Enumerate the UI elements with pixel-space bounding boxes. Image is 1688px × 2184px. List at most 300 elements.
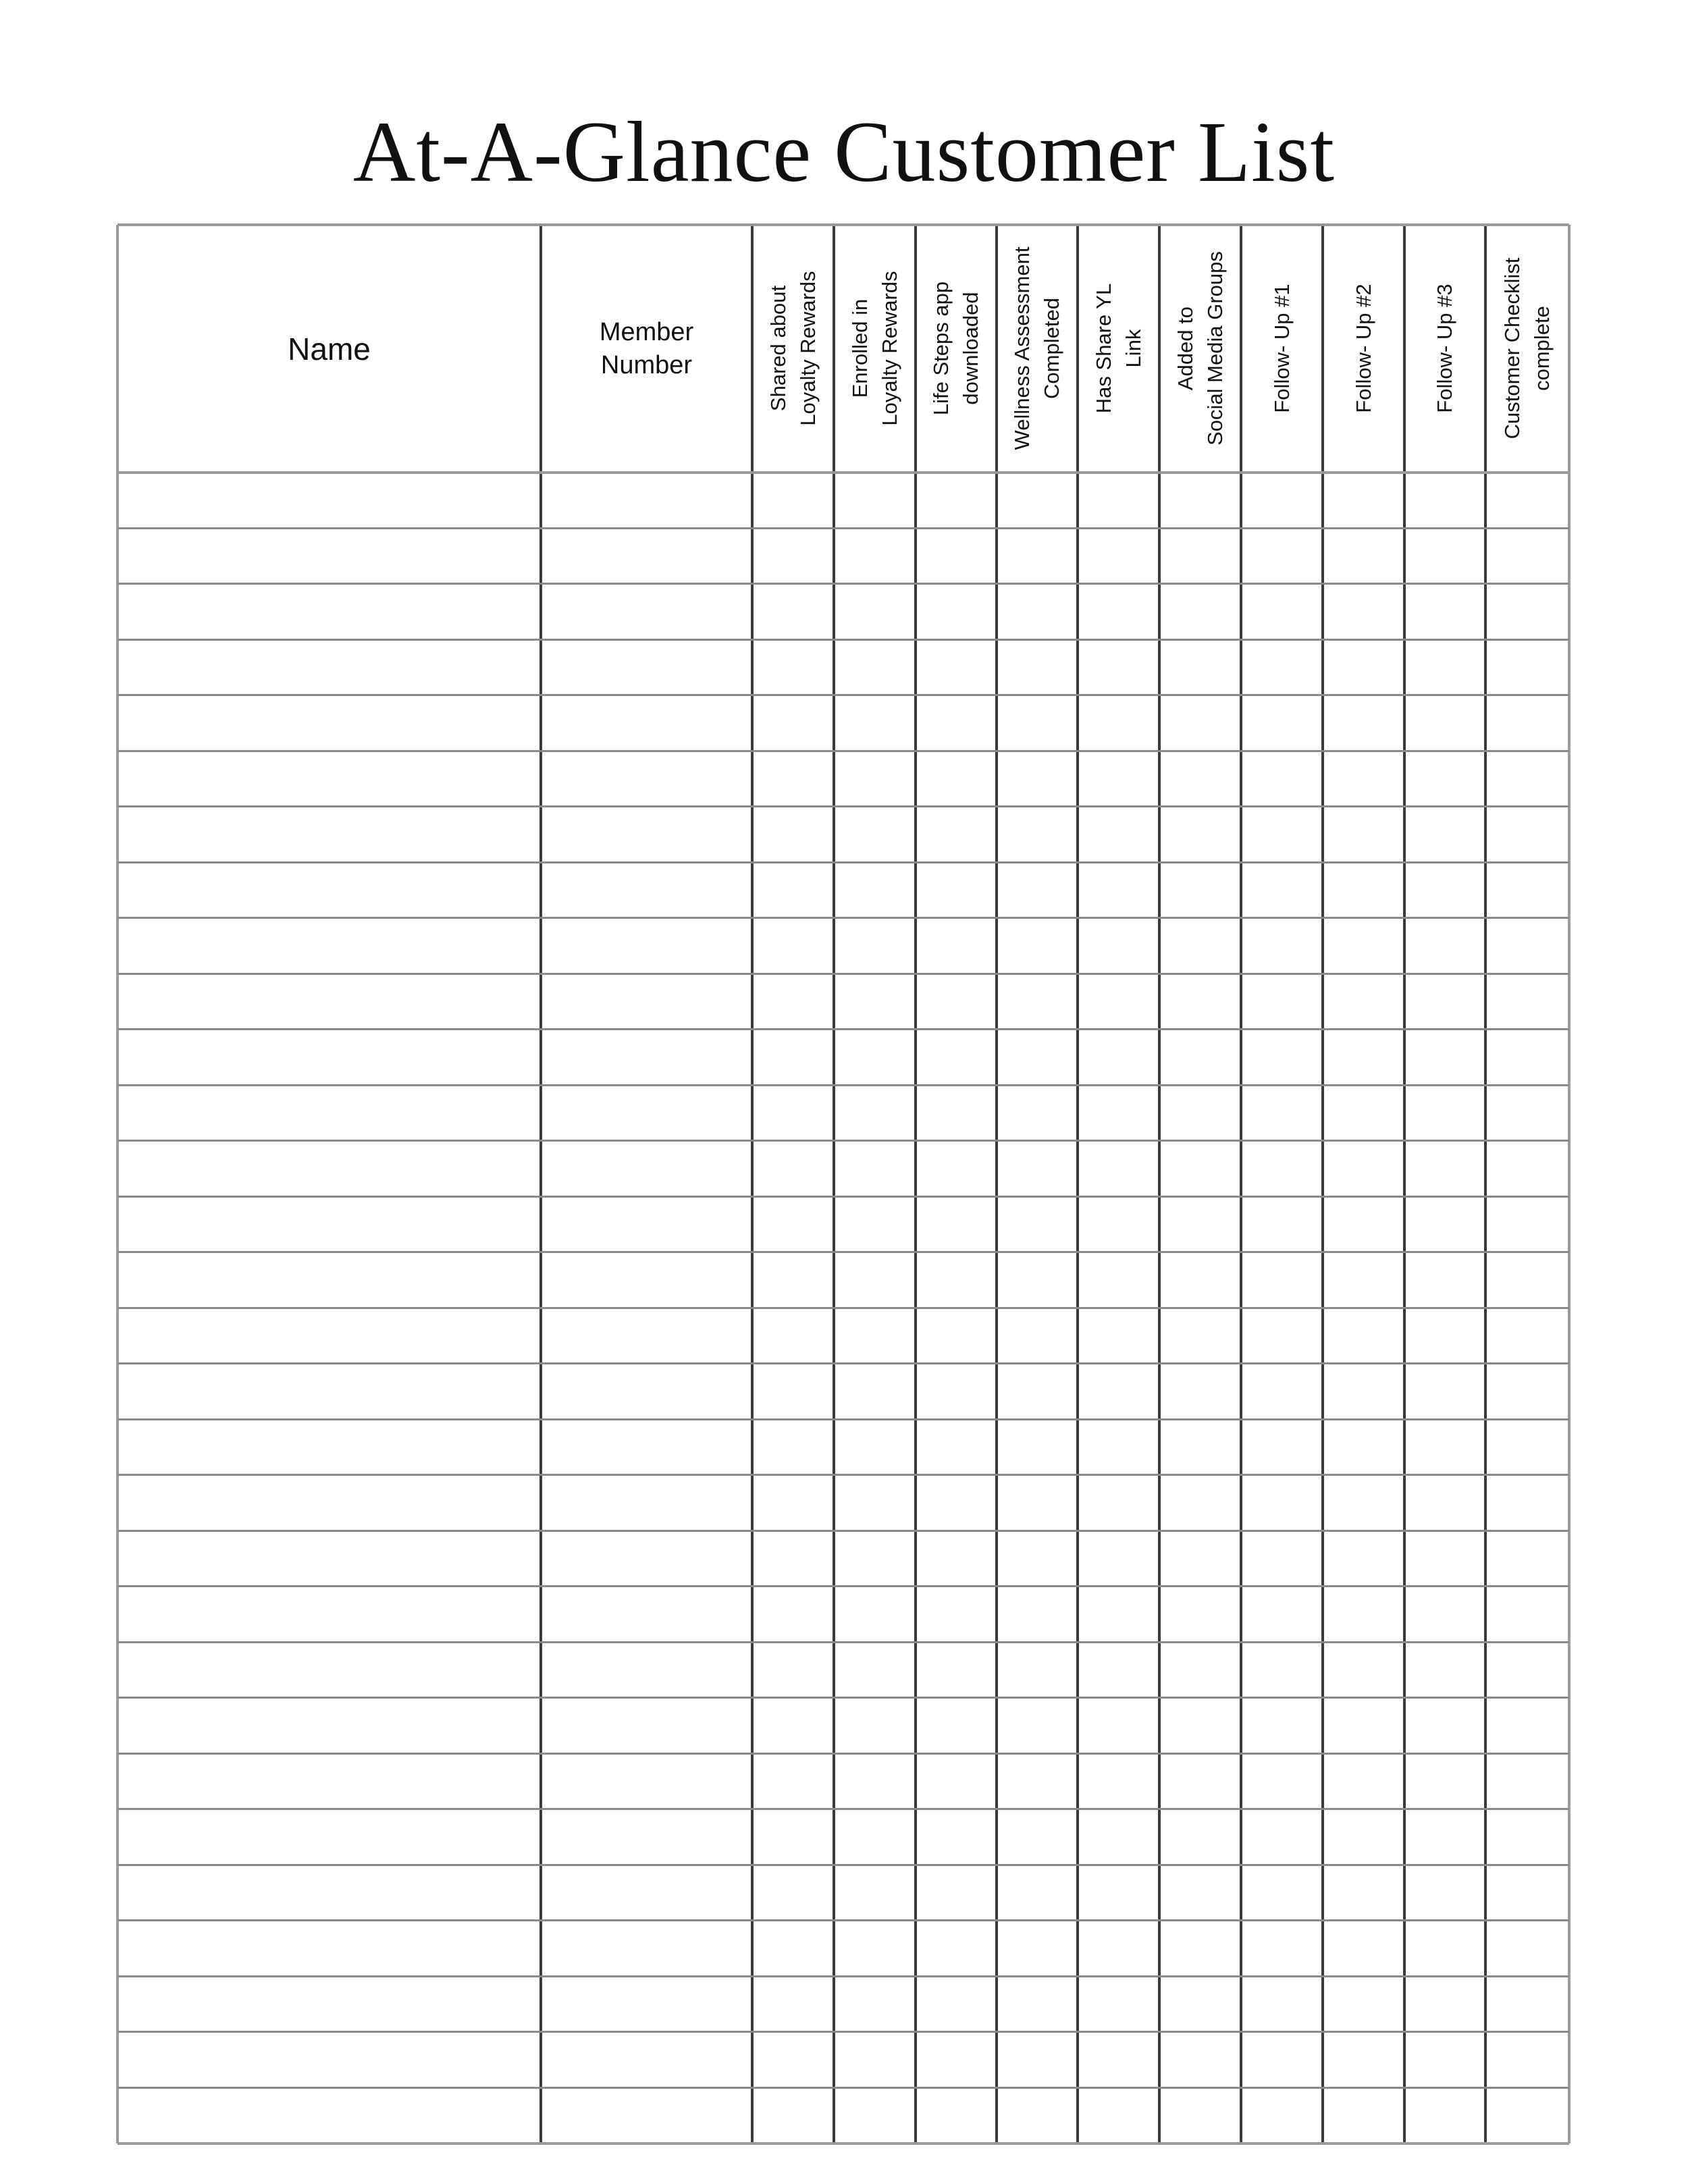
checkbox-cell[interactable]: [1079, 1699, 1158, 1753]
checkbox-cell[interactable]: [835, 1031, 914, 1084]
checkbox-cell[interactable]: [998, 1031, 1076, 1084]
checkbox-cell[interactable]: [835, 1978, 914, 2031]
name-cell[interactable]: [119, 864, 539, 917]
name-cell[interactable]: [119, 1310, 539, 1363]
checkbox-cell[interactable]: [1079, 1254, 1158, 1307]
checkbox-cell[interactable]: [998, 585, 1076, 639]
name-cell[interactable]: [119, 1922, 539, 1975]
checkbox-cell[interactable]: [1079, 1310, 1158, 1363]
checkbox-cell[interactable]: [1242, 1922, 1321, 1975]
name-cell[interactable]: [119, 920, 539, 973]
checkbox-cell[interactable]: [1406, 1588, 1484, 1641]
checkbox-cell[interactable]: [835, 1087, 914, 1140]
checkbox-cell[interactable]: [754, 1811, 833, 1864]
checkbox-cell[interactable]: [1079, 1142, 1158, 1196]
checkbox-cell[interactable]: [1079, 1755, 1158, 1809]
checkbox-cell[interactable]: [1242, 474, 1321, 527]
checkbox-cell[interactable]: [835, 2089, 914, 2143]
checkbox-cell[interactable]: [1324, 808, 1403, 861]
name-cell[interactable]: [119, 474, 539, 527]
checkbox-cell[interactable]: [917, 641, 995, 695]
checkbox-cell[interactable]: [1406, 1142, 1484, 1196]
checkbox-cell[interactable]: [1161, 808, 1240, 861]
checkbox-cell[interactable]: [754, 2033, 833, 2087]
checkbox-cell[interactable]: [1487, 1922, 1568, 1975]
checkbox-cell[interactable]: [1324, 1755, 1403, 1809]
checkbox-cell[interactable]: [1161, 1476, 1240, 1530]
checkbox-cell[interactable]: [754, 1867, 833, 1920]
checkbox-cell[interactable]: [1161, 585, 1240, 639]
name-cell[interactable]: [119, 1755, 539, 1809]
checkbox-cell[interactable]: [1079, 1978, 1158, 2031]
checkbox-cell[interactable]: [1242, 1811, 1321, 1864]
checkbox-cell[interactable]: [1406, 976, 1484, 1029]
checkbox-cell[interactable]: [917, 2089, 995, 2143]
name-cell[interactable]: [119, 641, 539, 695]
checkbox-cell[interactable]: [1406, 1031, 1484, 1084]
checkbox-cell[interactable]: [1079, 530, 1158, 583]
checkbox-cell[interactable]: [1406, 1533, 1484, 1586]
name-cell[interactable]: [119, 1087, 539, 1140]
checkbox-cell[interactable]: [1406, 1310, 1484, 1363]
checkbox-cell[interactable]: [998, 1644, 1076, 1697]
checkbox-cell[interactable]: [1161, 474, 1240, 527]
checkbox-cell[interactable]: [1161, 1867, 1240, 1920]
checkbox-cell[interactable]: [1079, 976, 1158, 1029]
checkbox-cell[interactable]: [1487, 1421, 1568, 1474]
checkbox-cell[interactable]: [754, 697, 833, 750]
member-number-cell[interactable]: [542, 1922, 751, 1975]
checkbox-cell[interactable]: [998, 1811, 1076, 1864]
checkbox-cell[interactable]: [1406, 530, 1484, 583]
checkbox-cell[interactable]: [917, 1755, 995, 1809]
name-cell[interactable]: [119, 1811, 539, 1864]
checkbox-cell[interactable]: [917, 1922, 995, 1975]
checkbox-cell[interactable]: [1487, 2089, 1568, 2143]
checkbox-cell[interactable]: [1406, 2089, 1484, 2143]
checkbox-cell[interactable]: [1161, 1310, 1240, 1363]
member-number-cell[interactable]: [542, 1421, 751, 1474]
checkbox-cell[interactable]: [1487, 1031, 1568, 1084]
member-number-cell[interactable]: [542, 1310, 751, 1363]
checkbox-cell[interactable]: [1242, 1421, 1321, 1474]
checkbox-cell[interactable]: [1406, 641, 1484, 695]
name-cell[interactable]: [119, 1533, 539, 1586]
checkbox-cell[interactable]: [835, 976, 914, 1029]
checkbox-cell[interactable]: [998, 641, 1076, 695]
checkbox-cell[interactable]: [917, 976, 995, 1029]
member-number-cell[interactable]: [542, 1142, 751, 1196]
checkbox-cell[interactable]: [1079, 1087, 1158, 1140]
checkbox-cell[interactable]: [1242, 2033, 1321, 2087]
checkbox-cell[interactable]: [1242, 753, 1321, 806]
checkbox-cell[interactable]: [1324, 1087, 1403, 1140]
checkbox-cell[interactable]: [998, 1476, 1076, 1530]
checkbox-cell[interactable]: [754, 641, 833, 695]
name-cell[interactable]: [119, 1588, 539, 1641]
checkbox-cell[interactable]: [1487, 1644, 1568, 1697]
checkbox-cell[interactable]: [998, 1198, 1076, 1252]
member-number-cell[interactable]: [542, 585, 751, 639]
checkbox-cell[interactable]: [1487, 1533, 1568, 1586]
member-number-cell[interactable]: [542, 1978, 751, 2031]
checkbox-cell[interactable]: [835, 2033, 914, 2087]
name-cell[interactable]: [119, 530, 539, 583]
checkbox-cell[interactable]: [917, 920, 995, 973]
checkbox-cell[interactable]: [754, 864, 833, 917]
checkbox-cell[interactable]: [1161, 864, 1240, 917]
checkbox-cell[interactable]: [835, 1867, 914, 1920]
checkbox-cell[interactable]: [1242, 1310, 1321, 1363]
checkbox-cell[interactable]: [1079, 753, 1158, 806]
checkbox-cell[interactable]: [1406, 1699, 1484, 1753]
checkbox-cell[interactable]: [1242, 1254, 1321, 1307]
checkbox-cell[interactable]: [1487, 1811, 1568, 1864]
checkbox-cell[interactable]: [1079, 1644, 1158, 1697]
checkbox-cell[interactable]: [1079, 1811, 1158, 1864]
checkbox-cell[interactable]: [835, 864, 914, 917]
checkbox-cell[interactable]: [1161, 1588, 1240, 1641]
checkbox-cell[interactable]: [917, 1699, 995, 1753]
checkbox-cell[interactable]: [1079, 1031, 1158, 1084]
checkbox-cell[interactable]: [1324, 1922, 1403, 1975]
checkbox-cell[interactable]: [1161, 753, 1240, 806]
checkbox-cell[interactable]: [1406, 474, 1484, 527]
checkbox-cell[interactable]: [917, 1310, 995, 1363]
checkbox-cell[interactable]: [1406, 1421, 1484, 1474]
checkbox-cell[interactable]: [754, 1421, 833, 1474]
checkbox-cell[interactable]: [1161, 641, 1240, 695]
checkbox-cell[interactable]: [1079, 808, 1158, 861]
checkbox-cell[interactable]: [754, 1310, 833, 1363]
checkbox-cell[interactable]: [835, 1533, 914, 1586]
checkbox-cell[interactable]: [1406, 697, 1484, 750]
checkbox-cell[interactable]: [917, 1198, 995, 1252]
checkbox-cell[interactable]: [998, 1087, 1076, 1140]
member-number-cell[interactable]: [542, 474, 751, 527]
checkbox-cell[interactable]: [1406, 1867, 1484, 1920]
checkbox-cell[interactable]: [1406, 1922, 1484, 1975]
checkbox-cell[interactable]: [1161, 1421, 1240, 1474]
member-number-cell[interactable]: [542, 530, 751, 583]
checkbox-cell[interactable]: [1161, 920, 1240, 973]
checkbox-cell[interactable]: [1079, 585, 1158, 639]
checkbox-cell[interactable]: [1242, 641, 1321, 695]
checkbox-cell[interactable]: [835, 1198, 914, 1252]
checkbox-cell[interactable]: [1324, 1533, 1403, 1586]
checkbox-cell[interactable]: [998, 864, 1076, 917]
checkbox-cell[interactable]: [1406, 808, 1484, 861]
name-cell[interactable]: [119, 2089, 539, 2143]
checkbox-cell[interactable]: [1242, 920, 1321, 973]
checkbox-cell[interactable]: [835, 1588, 914, 1641]
checkbox-cell[interactable]: [1487, 697, 1568, 750]
checkbox-cell[interactable]: [1406, 864, 1484, 917]
checkbox-cell[interactable]: [1161, 1811, 1240, 1864]
checkbox-cell[interactable]: [917, 864, 995, 917]
checkbox-cell[interactable]: [1324, 1811, 1403, 1864]
member-number-cell[interactable]: [542, 808, 751, 861]
checkbox-cell[interactable]: [1324, 976, 1403, 1029]
checkbox-cell[interactable]: [1161, 1254, 1240, 1307]
name-cell[interactable]: [119, 753, 539, 806]
checkbox-cell[interactable]: [1487, 1198, 1568, 1252]
member-number-cell[interactable]: [542, 1699, 751, 1753]
checkbox-cell[interactable]: [917, 2033, 995, 2087]
checkbox-cell[interactable]: [1487, 1588, 1568, 1641]
checkbox-cell[interactable]: [1079, 864, 1158, 917]
checkbox-cell[interactable]: [1242, 1699, 1321, 1753]
checkbox-cell[interactable]: [917, 1031, 995, 1084]
checkbox-cell[interactable]: [1242, 976, 1321, 1029]
checkbox-cell[interactable]: [1324, 585, 1403, 639]
checkbox-cell[interactable]: [1079, 2033, 1158, 2087]
checkbox-cell[interactable]: [835, 920, 914, 973]
checkbox-cell[interactable]: [998, 1922, 1076, 1975]
checkbox-cell[interactable]: [754, 585, 833, 639]
checkbox-cell[interactable]: [754, 753, 833, 806]
checkbox-cell[interactable]: [1487, 641, 1568, 695]
name-cell[interactable]: [119, 1978, 539, 2031]
checkbox-cell[interactable]: [1161, 2089, 1240, 2143]
checkbox-cell[interactable]: [835, 1922, 914, 1975]
checkbox-cell[interactable]: [1406, 1811, 1484, 1864]
name-cell[interactable]: [119, 808, 539, 861]
checkbox-cell[interactable]: [998, 1755, 1076, 1809]
checkbox-cell[interactable]: [1242, 1031, 1321, 1084]
checkbox-cell[interactable]: [1324, 2033, 1403, 2087]
member-number-cell[interactable]: [542, 1755, 751, 1809]
checkbox-cell[interactable]: [998, 474, 1076, 527]
checkbox-cell[interactable]: [1487, 864, 1568, 917]
checkbox-cell[interactable]: [1324, 1699, 1403, 1753]
member-number-cell[interactable]: [542, 1867, 751, 1920]
checkbox-cell[interactable]: [1406, 1087, 1484, 1140]
checkbox-cell[interactable]: [1324, 920, 1403, 973]
checkbox-cell[interactable]: [917, 1421, 995, 1474]
checkbox-cell[interactable]: [917, 474, 995, 527]
checkbox-cell[interactable]: [754, 1755, 833, 1809]
name-cell[interactable]: [119, 976, 539, 1029]
checkbox-cell[interactable]: [1242, 697, 1321, 750]
checkbox-cell[interactable]: [998, 697, 1076, 750]
checkbox-cell[interactable]: [1161, 530, 1240, 583]
checkbox-cell[interactable]: [835, 474, 914, 527]
checkbox-cell[interactable]: [1161, 1198, 1240, 1252]
name-cell[interactable]: [119, 1644, 539, 1697]
checkbox-cell[interactable]: [1161, 1087, 1240, 1140]
checkbox-cell[interactable]: [998, 1254, 1076, 1307]
checkbox-cell[interactable]: [754, 1922, 833, 1975]
checkbox-cell[interactable]: [1079, 1476, 1158, 1530]
checkbox-cell[interactable]: [754, 1254, 833, 1307]
checkbox-cell[interactable]: [917, 1811, 995, 1864]
checkbox-cell[interactable]: [1242, 1978, 1321, 2031]
checkbox-cell[interactable]: [1324, 530, 1403, 583]
checkbox-cell[interactable]: [1324, 641, 1403, 695]
member-number-cell[interactable]: [542, 976, 751, 1029]
checkbox-cell[interactable]: [835, 753, 914, 806]
checkbox-cell[interactable]: [1487, 585, 1568, 639]
checkbox-cell[interactable]: [1324, 1867, 1403, 1920]
checkbox-cell[interactable]: [1242, 1198, 1321, 1252]
checkbox-cell[interactable]: [1324, 1978, 1403, 2031]
checkbox-cell[interactable]: [917, 1978, 995, 2031]
checkbox-cell[interactable]: [835, 1699, 914, 1753]
checkbox-cell[interactable]: [754, 1588, 833, 1641]
checkbox-cell[interactable]: [917, 808, 995, 861]
checkbox-cell[interactable]: [1487, 1476, 1568, 1530]
checkbox-cell[interactable]: [1487, 1978, 1568, 2031]
member-number-cell[interactable]: [542, 1533, 751, 1586]
checkbox-cell[interactable]: [754, 2089, 833, 2143]
checkbox-cell[interactable]: [1242, 1365, 1321, 1418]
checkbox-cell[interactable]: [754, 1198, 833, 1252]
checkbox-cell[interactable]: [754, 1365, 833, 1418]
checkbox-cell[interactable]: [1242, 864, 1321, 917]
checkbox-cell[interactable]: [1406, 1644, 1484, 1697]
member-number-cell[interactable]: [542, 920, 751, 973]
checkbox-cell[interactable]: [754, 1978, 833, 2031]
checkbox-cell[interactable]: [1324, 2089, 1403, 2143]
checkbox-cell[interactable]: [1161, 976, 1240, 1029]
name-cell[interactable]: [119, 2033, 539, 2087]
member-number-cell[interactable]: [542, 697, 751, 750]
checkbox-cell[interactable]: [917, 1142, 995, 1196]
member-number-cell[interactable]: [542, 1087, 751, 1140]
checkbox-cell[interactable]: [1161, 2033, 1240, 2087]
checkbox-cell[interactable]: [1487, 808, 1568, 861]
checkbox-cell[interactable]: [1079, 1198, 1158, 1252]
name-cell[interactable]: [119, 1421, 539, 1474]
name-cell[interactable]: [119, 585, 539, 639]
checkbox-cell[interactable]: [1487, 530, 1568, 583]
checkbox-cell[interactable]: [1242, 1087, 1321, 1140]
checkbox-cell[interactable]: [1324, 1310, 1403, 1363]
checkbox-cell[interactable]: [1161, 1142, 1240, 1196]
checkbox-cell[interactable]: [1487, 1142, 1568, 1196]
checkbox-cell[interactable]: [1487, 1699, 1568, 1753]
member-number-cell[interactable]: [542, 1254, 751, 1307]
checkbox-cell[interactable]: [1324, 697, 1403, 750]
checkbox-cell[interactable]: [1487, 2033, 1568, 2087]
checkbox-cell[interactable]: [1324, 1142, 1403, 1196]
checkbox-cell[interactable]: [1161, 1978, 1240, 2031]
checkbox-cell[interactable]: [754, 1142, 833, 1196]
checkbox-cell[interactable]: [1487, 753, 1568, 806]
checkbox-cell[interactable]: [754, 1644, 833, 1697]
checkbox-cell[interactable]: [835, 697, 914, 750]
checkbox-cell[interactable]: [754, 808, 833, 861]
checkbox-cell[interactable]: [998, 753, 1076, 806]
checkbox-cell[interactable]: [998, 2089, 1076, 2143]
name-cell[interactable]: [119, 1867, 539, 1920]
checkbox-cell[interactable]: [917, 753, 995, 806]
name-cell[interactable]: [119, 1699, 539, 1753]
checkbox-cell[interactable]: [835, 530, 914, 583]
checkbox-cell[interactable]: [998, 530, 1076, 583]
checkbox-cell[interactable]: [917, 697, 995, 750]
checkbox-cell[interactable]: [1161, 1922, 1240, 1975]
name-cell[interactable]: [119, 1142, 539, 1196]
checkbox-cell[interactable]: [998, 1588, 1076, 1641]
checkbox-cell[interactable]: [1324, 1031, 1403, 1084]
checkbox-cell[interactable]: [1079, 1867, 1158, 1920]
checkbox-cell[interactable]: [917, 1365, 995, 1418]
checkbox-cell[interactable]: [835, 1421, 914, 1474]
checkbox-cell[interactable]: [1242, 1644, 1321, 1697]
checkbox-cell[interactable]: [1161, 697, 1240, 750]
checkbox-cell[interactable]: [1079, 2089, 1158, 2143]
checkbox-cell[interactable]: [998, 1867, 1076, 1920]
member-number-cell[interactable]: [542, 753, 751, 806]
checkbox-cell[interactable]: [1487, 1867, 1568, 1920]
checkbox-cell[interactable]: [998, 1365, 1076, 1418]
member-number-cell[interactable]: [542, 1198, 751, 1252]
checkbox-cell[interactable]: [754, 1087, 833, 1140]
checkbox-cell[interactable]: [1487, 1365, 1568, 1418]
name-cell[interactable]: [119, 1031, 539, 1084]
checkbox-cell[interactable]: [1079, 641, 1158, 695]
checkbox-cell[interactable]: [835, 1476, 914, 1530]
checkbox-cell[interactable]: [1406, 1978, 1484, 2031]
checkbox-cell[interactable]: [1079, 1533, 1158, 1586]
checkbox-cell[interactable]: [835, 1254, 914, 1307]
checkbox-cell[interactable]: [754, 474, 833, 527]
checkbox-cell[interactable]: [835, 1310, 914, 1363]
member-number-cell[interactable]: [542, 1031, 751, 1084]
checkbox-cell[interactable]: [754, 530, 833, 583]
checkbox-cell[interactable]: [754, 920, 833, 973]
checkbox-cell[interactable]: [1242, 808, 1321, 861]
checkbox-cell[interactable]: [917, 1533, 995, 1586]
checkbox-cell[interactable]: [1242, 1755, 1321, 1809]
checkbox-cell[interactable]: [1487, 976, 1568, 1029]
checkbox-cell[interactable]: [754, 976, 833, 1029]
checkbox-cell[interactable]: [1242, 1588, 1321, 1641]
checkbox-cell[interactable]: [1242, 585, 1321, 639]
member-number-cell[interactable]: [542, 1476, 751, 1530]
checkbox-cell[interactable]: [917, 1644, 995, 1697]
member-number-cell[interactable]: [542, 641, 751, 695]
checkbox-cell[interactable]: [1406, 753, 1484, 806]
checkbox-cell[interactable]: [998, 1421, 1076, 1474]
checkbox-cell[interactable]: [1406, 1365, 1484, 1418]
member-number-cell[interactable]: [542, 864, 751, 917]
name-cell[interactable]: [119, 1365, 539, 1418]
checkbox-cell[interactable]: [835, 1755, 914, 1809]
checkbox-cell[interactable]: [917, 530, 995, 583]
checkbox-cell[interactable]: [1161, 1365, 1240, 1418]
checkbox-cell[interactable]: [754, 1476, 833, 1530]
name-cell[interactable]: [119, 697, 539, 750]
checkbox-cell[interactable]: [1406, 1476, 1484, 1530]
checkbox-cell[interactable]: [1161, 1533, 1240, 1586]
checkbox-cell[interactable]: [998, 808, 1076, 861]
checkbox-cell[interactable]: [1487, 1755, 1568, 1809]
checkbox-cell[interactable]: [1406, 1254, 1484, 1307]
checkbox-cell[interactable]: [835, 641, 914, 695]
checkbox-cell[interactable]: [1324, 1198, 1403, 1252]
checkbox-cell[interactable]: [1242, 1142, 1321, 1196]
member-number-cell[interactable]: [542, 1365, 751, 1418]
checkbox-cell[interactable]: [835, 1365, 914, 1418]
checkbox-cell[interactable]: [1324, 753, 1403, 806]
checkbox-cell[interactable]: [754, 1699, 833, 1753]
checkbox-cell[interactable]: [1079, 1922, 1158, 1975]
checkbox-cell[interactable]: [1406, 585, 1484, 639]
name-cell[interactable]: [119, 1198, 539, 1252]
